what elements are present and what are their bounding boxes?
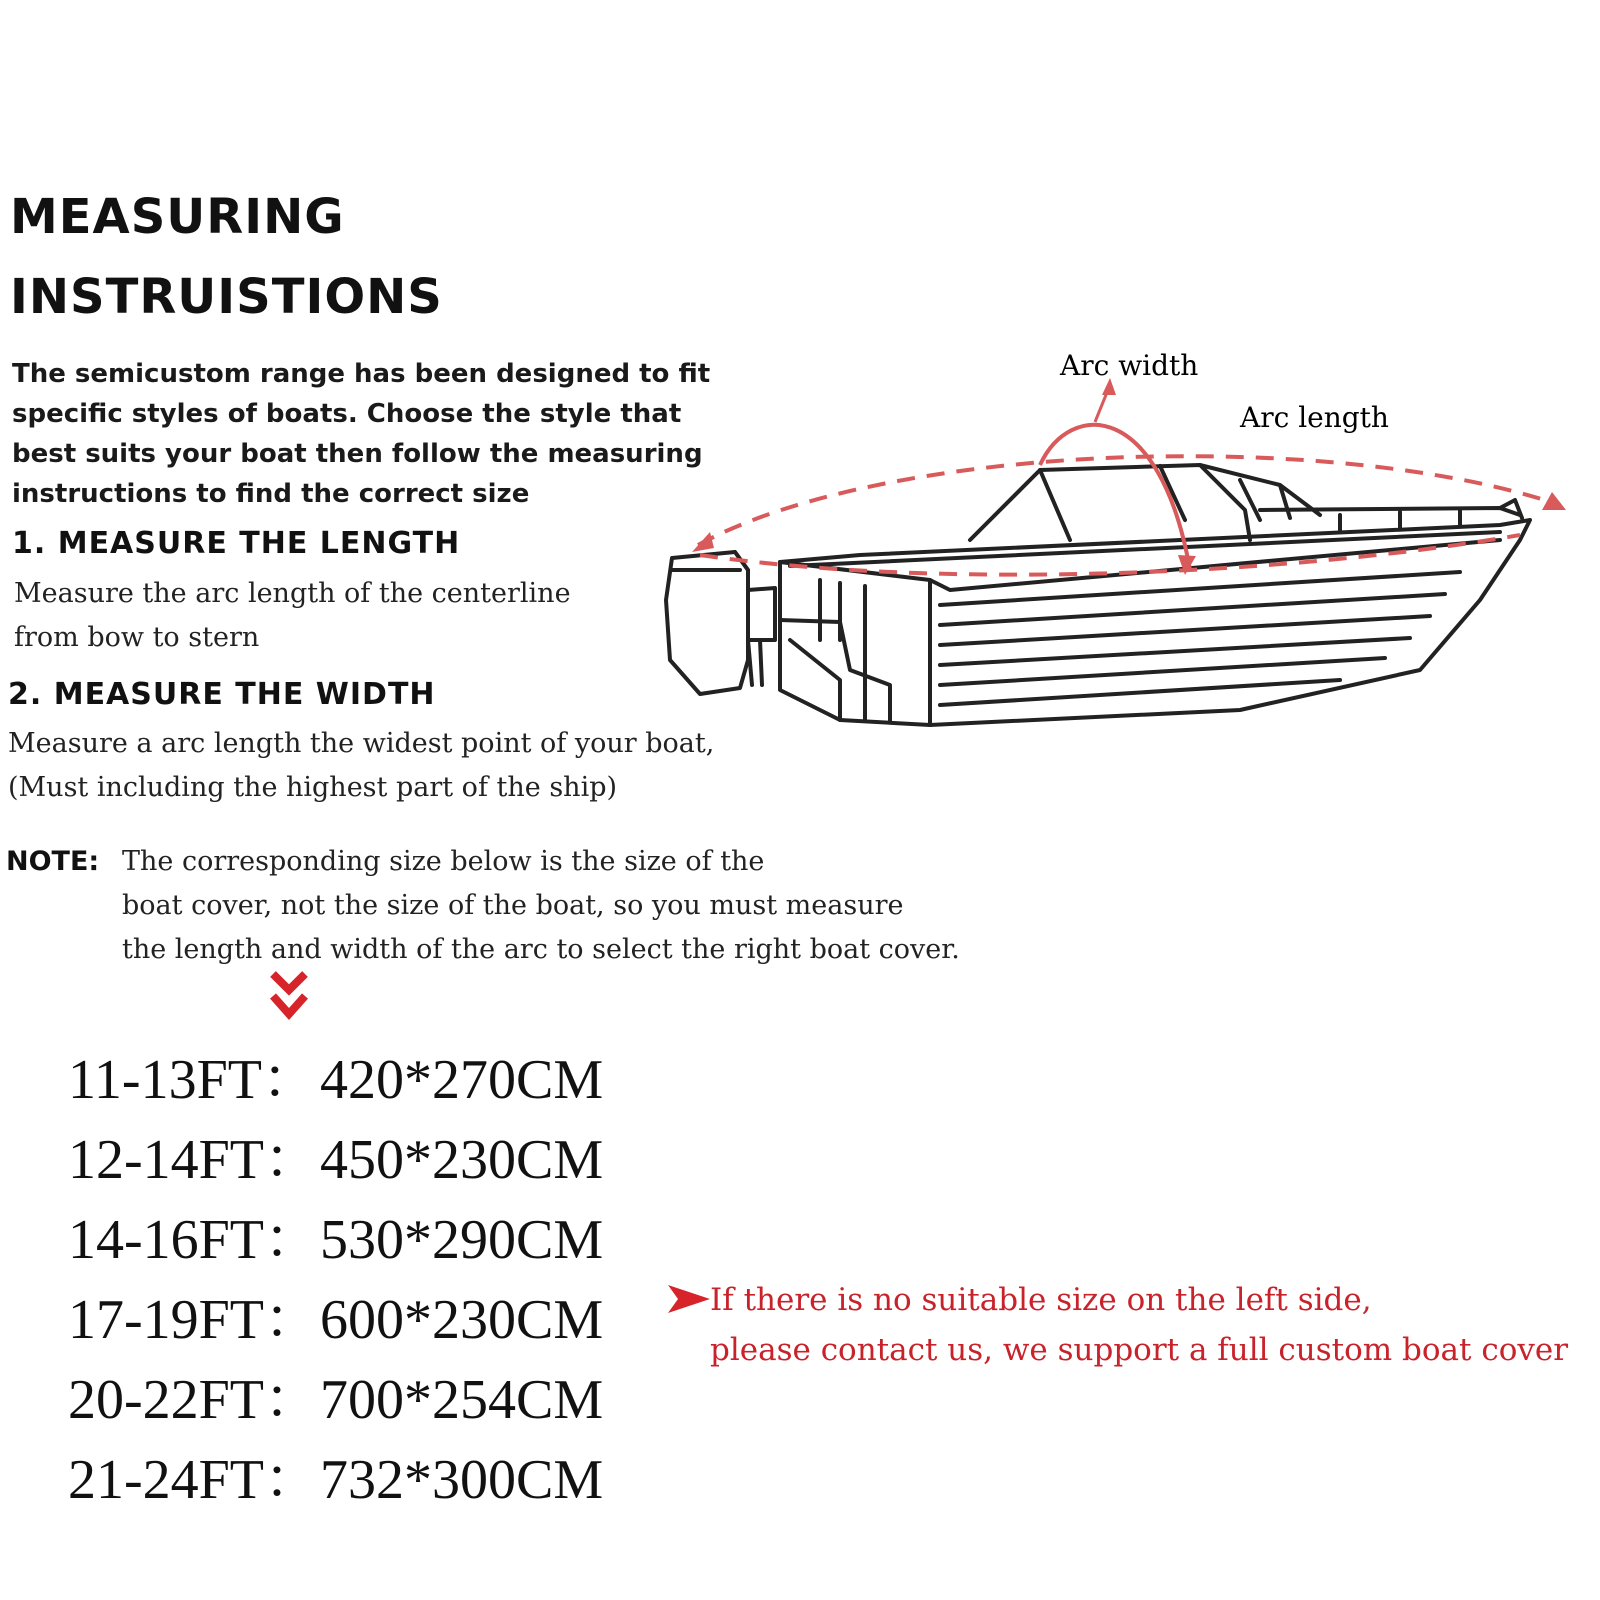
note-line: boat cover, not the size of the boat, so you must measure: [122, 890, 904, 921]
size-row: [68, 1120, 603, 1200]
intro-line: The semicustom range has been designed to fit: [12, 359, 711, 389]
intro-paragraph: [12, 354, 732, 514]
page-title: [10, 177, 443, 337]
arc-width-label: Arc width: [1060, 349, 1199, 382]
step1-heading: 1. MEASURE THE LENGTH: [12, 526, 461, 561]
boat-length: 14-16FT：: [68, 1209, 320, 1271]
size-row: [68, 1040, 603, 1120]
cover-size: 530*290CM: [320, 1209, 604, 1271]
size-row: [68, 1440, 603, 1520]
boat-length: 12-14FT：: [68, 1129, 320, 1191]
boat-length: 11-13FT：: [68, 1049, 318, 1111]
boat-length: 20-22FT：: [68, 1369, 320, 1431]
arc-length-label: Arc length: [1240, 401, 1389, 434]
intro-line: specific styles of boats. Choose the style that: [12, 399, 682, 429]
size-row: [68, 1280, 603, 1360]
step1-text: [14, 572, 571, 660]
cover-size: 420*270CM: [320, 1049, 604, 1111]
size-row: [68, 1360, 603, 1440]
cover-size: 600*230CM: [320, 1289, 604, 1351]
step2-line: Measure a arc length the widest point of your boat,: [8, 728, 715, 759]
cover-size: 450*230CM: [320, 1129, 604, 1191]
step2-heading: 2. MEASURE THE WIDTH: [8, 677, 436, 712]
custom-size-notice: [710, 1275, 1568, 1375]
step2-text: [8, 722, 714, 810]
outboard-motor: [666, 552, 748, 694]
size-row: [68, 1200, 603, 1280]
title-line-2: INSTRUISTIONS: [10, 269, 443, 325]
boat-length: 17-19FT：: [68, 1289, 320, 1351]
note-text: [122, 840, 960, 972]
cover-size: 700*254CM: [320, 1369, 604, 1431]
windshield: [970, 465, 1250, 540]
note-line: The corresponding size below is the size of the: [122, 846, 765, 877]
step2-line: (Must including the highest part of the ship): [8, 772, 618, 803]
cover-size: 732*300CM: [320, 1449, 604, 1511]
boat-length: 21-24FT：: [68, 1449, 320, 1511]
arc-length-line: [698, 456, 1560, 545]
boat-hull: [780, 520, 1530, 725]
intro-line: best suits your boat then follow the measuring: [12, 439, 703, 469]
arc-length-arrow-left: [692, 532, 714, 552]
size-list: [68, 1040, 603, 1520]
notice-line: please contact us, we support a full custom boat cover: [710, 1332, 1569, 1368]
step1-line: from bow to stern: [14, 622, 260, 653]
boat-diagram: [640, 340, 1600, 760]
boat-stern: [780, 562, 930, 725]
note-label: NOTE:: [6, 846, 100, 877]
notice-line: If there is no suitable size on the left side,: [710, 1282, 1372, 1318]
note-line: the length and width of the arc to select the right boat cover.: [122, 934, 960, 965]
arrow-right-icon: [668, 1283, 710, 1315]
title-line-1: MEASURING: [10, 189, 345, 245]
arc-length-arrow-right: [1542, 492, 1566, 510]
intro-line: instructions to find the correct size: [12, 479, 530, 509]
centerline-dashed: [700, 535, 1520, 575]
step1-line: Measure the arc length of the centerline: [14, 578, 571, 609]
double-chevron-down-icon: [270, 970, 308, 1026]
